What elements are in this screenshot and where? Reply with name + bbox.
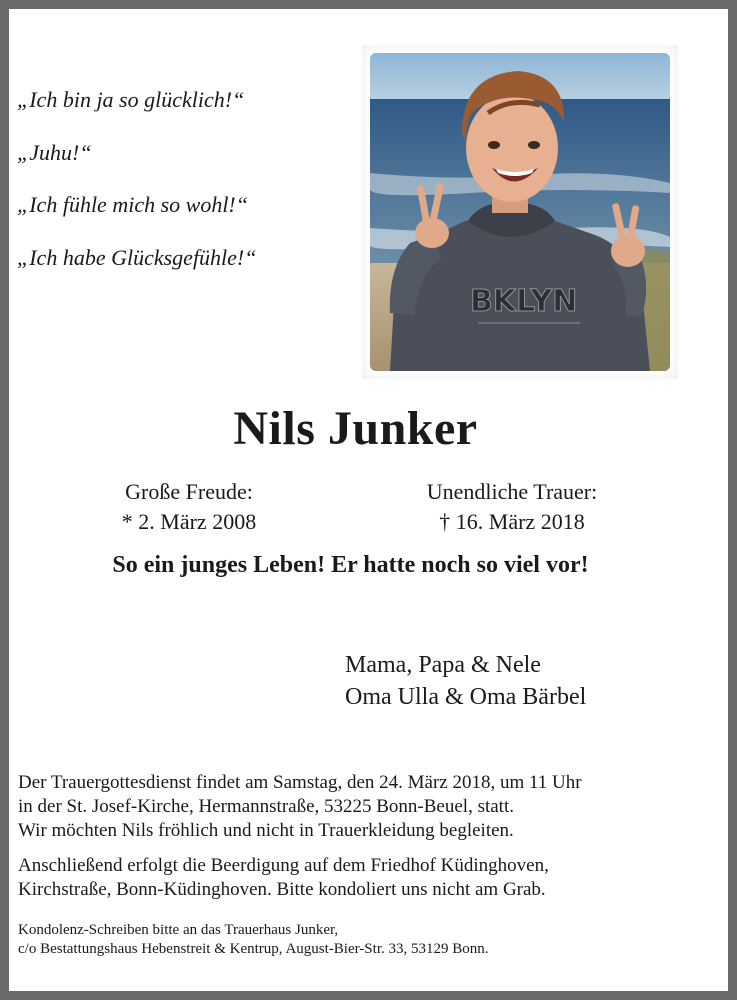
portrait-photo	[370, 53, 670, 371]
quote-4: „Ich habe Glücksgefühle!“	[17, 244, 257, 270]
birth-block	[89, 477, 289, 537]
shirt-print: BKLYN	[470, 284, 578, 319]
family-line-1: Mama, Papa & Nele	[345, 652, 541, 678]
condolence-line-1: Kondolenz-Schreiben bitte an das Trauerhaus Junker,	[18, 922, 339, 938]
burial-paragraph	[18, 854, 723, 902]
service-line-2: in der St. Josef-Kirche, Hermannstraße, 53225 Bonn-Beuel, statt.	[18, 796, 514, 817]
portrait-frame	[362, 45, 678, 379]
obituary-notice	[9, 9, 728, 991]
condolence-note	[18, 921, 489, 959]
service-line-1: Der Trauergottesdienst findet am Samstag, den 24. März 2018, um 11 Uhr	[18, 772, 582, 793]
deceased-name: Nils Junker	[233, 402, 478, 455]
condolence-line-2: c/o Bestattungshaus Hebenstreit & Kentrup, August-Bier-Str. 33, 53129 Bonn.	[18, 941, 489, 957]
quote-1: „Ich bin ja so glücklich!“	[17, 87, 245, 112]
burial-line-2: Kirchstraße, Bonn-Küdinghoven. Bitte kondoliert uns nicht am Grab.	[18, 879, 546, 900]
death-label: Unendliche Trauer:	[426, 479, 598, 504]
quote-2: „Juhu!“	[17, 139, 92, 165]
family-line-2: Oma Ulla & Oma Bärbel	[345, 684, 587, 710]
family-signature	[345, 649, 586, 713]
death-block	[397, 477, 627, 537]
death-date: † 16. März 2018	[439, 509, 585, 534]
birth-date: * 2. März 2008	[121, 509, 257, 534]
portrait-illustration	[370, 53, 670, 371]
burial-line-1: Anschließend erfolgt die Beerdigung auf dem Friedhof Küdinghoven,	[18, 855, 549, 876]
quotes-block	[17, 87, 357, 297]
service-line-3: Wir möchten Nils fröhlich und nicht in Trauerkleidung begleiten.	[18, 820, 514, 841]
service-paragraph	[18, 771, 723, 843]
tagline: So ein junges Leben! Er hatte noch so viel vor!	[112, 552, 589, 578]
birth-label: Große Freude:	[125, 479, 253, 504]
quote-3: „Ich fühle mich so wohl!“	[17, 192, 248, 217]
